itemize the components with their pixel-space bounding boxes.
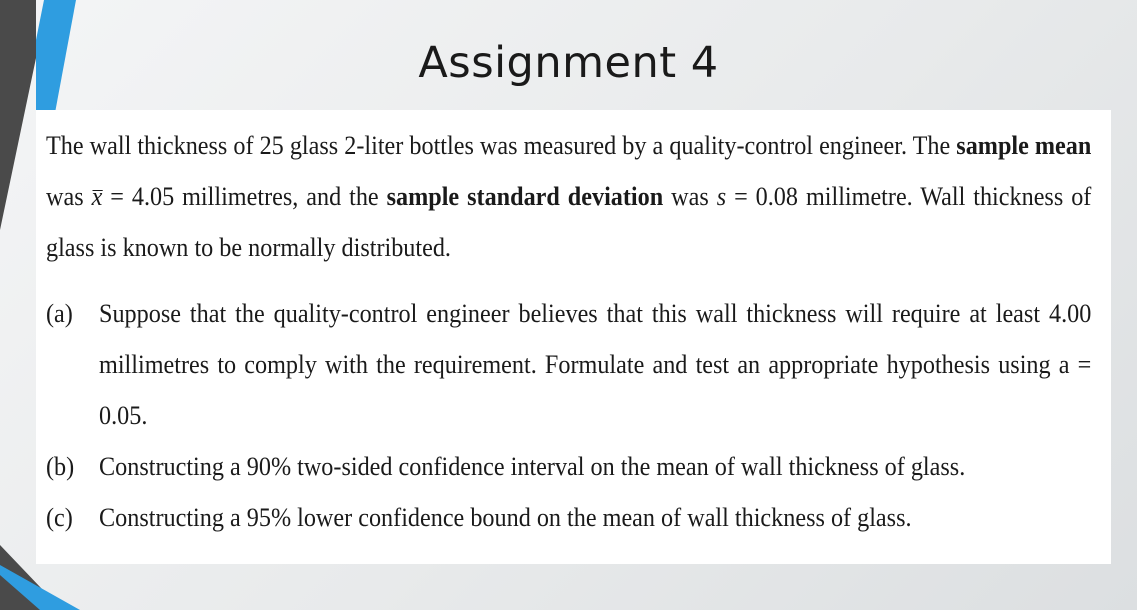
xbar-symbol: x — [91, 182, 103, 211]
question-text: Suppose that the quality-control engineer believes that this wall thickness will require at least 4.00 millimetres to comply with the requirement. Formulate and test an appropriate hypothesis using a = 0.05. — [99, 299, 1092, 430]
question-label: (c) — [46, 503, 73, 532]
question-item — [46, 441, 1091, 492]
intro-text-2: millimetre. Wall thickness of glass is known to be normally distributed. — [46, 182, 1092, 262]
text-was: was — [46, 182, 92, 211]
sd-value-text: = 0.08 — [726, 182, 798, 211]
sample-mean-label: sample mean — [956, 131, 1092, 160]
gray-accent-bar — [0, 0, 36, 230]
question-list — [46, 288, 1091, 543]
question-label: (a) — [46, 299, 73, 328]
slide-title: Assignment 4 — [418, 38, 719, 88]
mean-value-text: = 4.05 millimetres, and the — [102, 182, 387, 211]
content-card — [36, 110, 1111, 564]
question-label: (b) — [46, 452, 75, 481]
s-symbol: s — [716, 182, 727, 211]
text-was-2: was — [663, 182, 717, 211]
question-item — [46, 288, 1091, 441]
question-text: Constructing a 90% two-sided confidence interval on the mean of wall thickness of glass. — [99, 452, 966, 481]
question-item — [46, 492, 1091, 543]
question-text: Constructing a 95% lower confidence bound on the mean of wall thickness of glass. — [99, 503, 912, 532]
intro-text-1: The wall thickness of 25 glass 2-liter bottles was measured by a quality-control engineer. The — [46, 131, 951, 160]
sample-sd-label: sample standard deviation — [386, 182, 664, 211]
problem-statement — [46, 120, 1091, 273]
